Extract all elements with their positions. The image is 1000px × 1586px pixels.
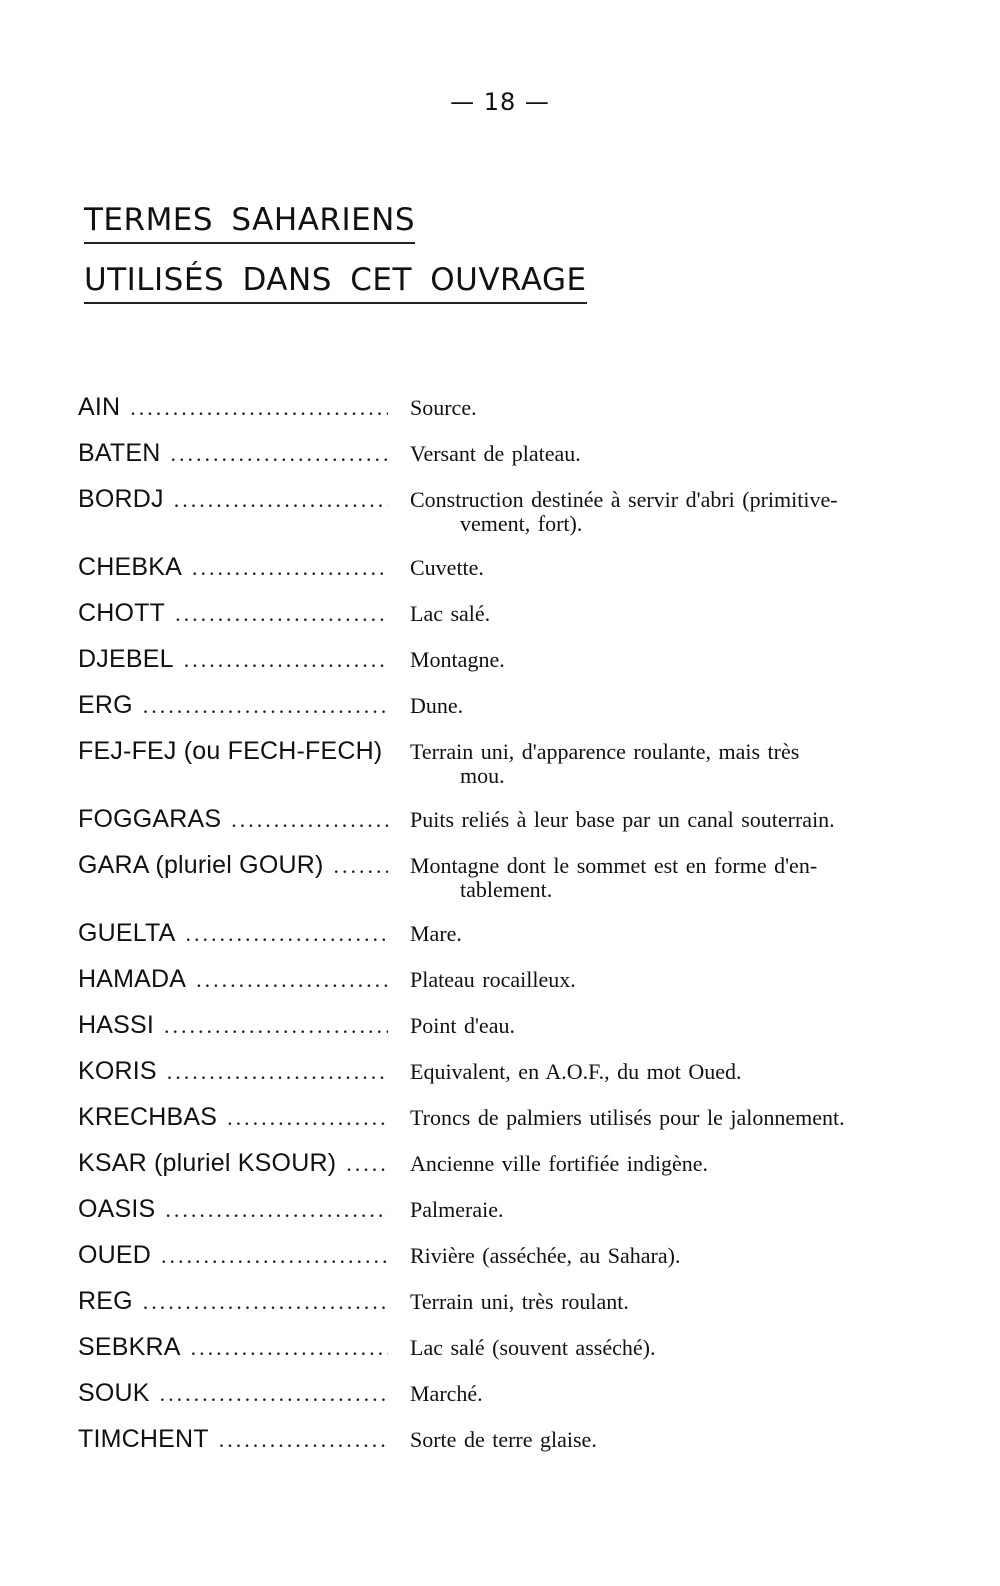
glossary-definition: Dune. (410, 693, 464, 718)
glossary-entry-souk (78, 1378, 913, 1409)
dot-leader (174, 485, 388, 515)
glossary-entry-ksar (78, 1148, 913, 1179)
glossary-entry-guelta (78, 918, 913, 949)
glossary-term: KRECHBAS (78, 1103, 218, 1131)
dot-leader (143, 1287, 388, 1317)
glossary-definition: Rivière (asséchée, au Sahara). (410, 1243, 681, 1268)
glossary-entry-chott (78, 598, 913, 629)
glossary-definition: Lac salé (souvent asséché). (410, 1335, 656, 1360)
glossary-definition: Palmeraie. (410, 1197, 504, 1222)
glossary-entry-erg (78, 690, 913, 721)
glossary-term: SOUK (78, 1379, 150, 1407)
glossary-definition: Source. (410, 395, 477, 420)
glossary-term: HAMADA (78, 965, 187, 993)
dot-leader (161, 1241, 388, 1271)
dot-leader (130, 393, 388, 423)
dot-leader (184, 645, 388, 675)
dot-leader (227, 1103, 388, 1133)
glossary-entry-oasis (78, 1194, 913, 1225)
glossary-term: ERG (78, 691, 133, 719)
glossary-term: GARA (pluriel GOUR) (78, 851, 324, 879)
dot-leader (186, 919, 388, 949)
dot-leader (167, 1057, 388, 1087)
glossary-term: CHOTT (78, 599, 166, 627)
dot-leader (334, 851, 388, 881)
glossary-entry-gara (78, 850, 913, 902)
glossary-term: GUELTA (78, 919, 176, 947)
dot-leader (191, 1333, 388, 1363)
glossary-definition: Equivalent, en A.O.F., du mot Oued. (410, 1059, 742, 1084)
glossary-definition: Mare. (410, 921, 462, 946)
glossary-term: KORIS (78, 1057, 157, 1085)
dot-leader (231, 805, 388, 835)
glossary-term: SEBKRA (78, 1333, 181, 1361)
glossary-definition: Construction destinée à servir d'abri (primitive- vement, fort). (410, 487, 838, 536)
glossary-term: REG (78, 1287, 133, 1315)
glossary-entry-timchent (78, 1424, 913, 1455)
glossary-term: OUED (78, 1241, 152, 1269)
glossary-term: BATEN (78, 439, 161, 467)
glossary-term: OASIS (78, 1195, 156, 1223)
page-number: — 18 — (450, 88, 550, 116)
glossary-entry-foggaras (78, 804, 913, 835)
dot-leader (346, 1149, 388, 1179)
dot-leader (192, 553, 388, 583)
dot-leader (164, 1011, 388, 1041)
glossary-definition: Montagne. (410, 647, 505, 672)
glossary-definition: Puits reliés à leur base par un canal souterrain. (410, 807, 835, 832)
title-line-2: UTILISÉS DANS CET OUVRAGE (84, 258, 587, 304)
glossary-term: DJEBEL (78, 645, 174, 673)
glossary-term: BORDJ (78, 485, 164, 513)
dot-leader (196, 965, 388, 995)
glossary-term: CHEBKA (78, 553, 183, 581)
glossary-definition: Cuvette. (410, 555, 484, 580)
glossary-definition: Marché. (410, 1381, 483, 1406)
dot-leader (160, 1379, 388, 1409)
glossary-term: HASSI (78, 1011, 155, 1039)
glossary-entry-krechbas (78, 1102, 913, 1133)
dot-leader (171, 439, 389, 469)
glossary-entry-koris (78, 1056, 913, 1087)
glossary-term: FOGGARAS (78, 805, 222, 833)
glossary-entry-reg (78, 1286, 913, 1317)
glossary-entry-hamada (78, 964, 913, 995)
glossary-entry-fej-fej (78, 736, 913, 788)
glossary-entry-hassi (78, 1010, 913, 1041)
glossary-definition: Terrain uni, d'apparence roulante, mais très mou. (410, 739, 800, 788)
glossary-term: KSAR (pluriel KSOUR) (78, 1149, 337, 1177)
glossary-definition: Plateau rocailleux. (410, 967, 576, 992)
glossary-definition: Troncs de palmiers utilisés pour le jalonnement. (410, 1105, 845, 1130)
glossary-definition: Terrain uni, très roulant. (410, 1289, 629, 1314)
glossary-term: FEJ-FEJ (ou FECH-FECH) (78, 737, 383, 765)
dot-leader (143, 691, 388, 721)
dot-leader (175, 599, 388, 629)
glossary-entry-djebel (78, 644, 913, 675)
glossary-definition: Versant de plateau. (410, 441, 581, 466)
glossary-entry-bordj (78, 484, 913, 536)
glossary-entry-ain (78, 392, 913, 423)
glossary-term: TIMCHENT (78, 1425, 209, 1453)
glossary-entry-oued (78, 1240, 913, 1271)
glossary-definition: Montagne dont le sommet est en forme d'en- tablement. (410, 853, 818, 902)
glossary-definition: Sorte de terre glaise. (410, 1427, 597, 1452)
glossary-definition: Ancienne ville fortifiée indigène. (410, 1151, 708, 1176)
page-title (84, 198, 587, 304)
dot-leader (165, 1195, 388, 1225)
dot-leader (219, 1425, 388, 1455)
title-line-1: TERMES SAHARIENS (84, 198, 415, 244)
glossary-definition: Point d'eau. (410, 1013, 515, 1038)
glossary-entry-sebkra (78, 1332, 913, 1363)
glossary-definition: Lac salé. (410, 601, 491, 626)
glossary-entry-chebka (78, 552, 913, 583)
glossary-entry-baten (78, 438, 913, 469)
glossary-term: AIN (78, 393, 121, 421)
